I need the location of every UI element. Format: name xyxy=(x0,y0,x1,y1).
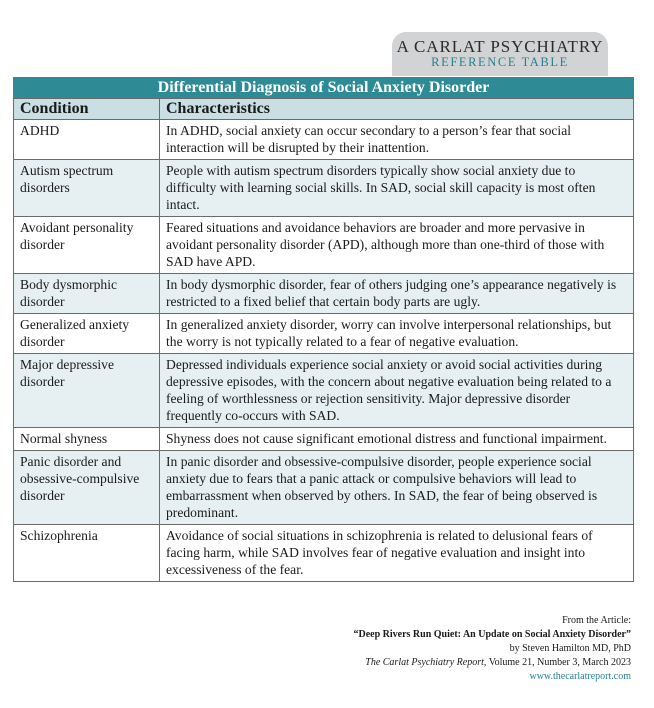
table-row xyxy=(14,217,634,274)
header-row xyxy=(14,99,634,120)
badge-subtitle: REFERENCE TABLE xyxy=(431,55,569,69)
table-row xyxy=(14,160,634,217)
credit-author: by Steven Hamilton MD, PhD xyxy=(509,643,631,654)
table-row xyxy=(14,274,634,314)
table-row xyxy=(14,314,634,354)
characteristics-cell: Shyness does not cause significant emotional distress and functional impairment. xyxy=(160,428,634,451)
table-row xyxy=(14,525,634,582)
column-header-characteristics: Characteristics xyxy=(160,99,634,120)
table-title: Differential Diagnosis of Social Anxiety Disorder xyxy=(13,77,634,98)
condition-cell: Panic disorder and obsessive-compulsive disorder xyxy=(14,451,160,525)
condition-cell: Body dysmorphic disorder xyxy=(14,274,160,314)
characteristics-cell: Feared situations and avoidance behaviors are broader and more pervasive in avoidant personality disorder (APD), although more than one-third of those with SAD have APD. xyxy=(160,217,634,274)
credit-article-title: “Deep Rivers Run Quiet: An Update on Social Anxiety Disorder” xyxy=(353,629,631,640)
condition-cell: Schizophrenia xyxy=(14,525,160,582)
characteristics-cell: In body dysmorphic disorder, fear of others judging one’s appearance negatively is restricted to a fixed belief that certain body parts are ugly. xyxy=(160,274,634,314)
table-row xyxy=(14,428,634,451)
credit-from-label: From the Article: xyxy=(562,615,631,626)
characteristics-cell: In panic disorder and obsessive-compulsive disorder, people experience social anxiety due to fears that a panic attack or compulsive behaviors will lead to embarrassment when observed by others. In SAD, the fear of being observed is predominant. xyxy=(160,451,634,525)
badge-publisher: A CARLAT PSYCHIATRY xyxy=(396,37,604,56)
condition-cell: Normal shyness xyxy=(14,428,160,451)
table-row xyxy=(14,120,634,160)
condition-cell: Major depressive disorder xyxy=(14,354,160,428)
characteristics-cell: In ADHD, social anxiety can occur secondary to a person’s fear that social interaction will be disrupted by their inattention. xyxy=(160,120,634,160)
column-header-condition: Condition xyxy=(14,99,160,120)
article-credit xyxy=(354,614,632,684)
characteristics-cell: Avoidance of social situations in schizophrenia is related to delusional fears of facing harm, while SAD involves fear of negative evaluation and insight into excessiveness of the fear. xyxy=(160,525,634,582)
condition-cell: Avoidant personality disorder xyxy=(14,217,160,274)
characteristics-cell: Depressed individuals experience social anxiety or avoid social activities during depressive episodes, with the concern about negative evaluation being related to a feeling of worthlessness or rejection sensitivity. Major depressive disorder frequently co-occurs with SAD. xyxy=(160,354,634,428)
credit-journal-name: The Carlat Psychiatry Report xyxy=(365,657,484,668)
credit-website-link[interactable]: www.thecarlatreport.com xyxy=(529,671,631,682)
credit-issue: , Volume 21, Number 3, March 2023 xyxy=(483,657,631,668)
characteristics-cell: In generalized anxiety disorder, worry can involve interpersonal relationships, but the worry is not typically related to a fear of negative evaluation. xyxy=(160,314,634,354)
credit-journal-line xyxy=(354,656,632,670)
condition-cell: ADHD xyxy=(14,120,160,160)
table-row xyxy=(14,354,634,428)
differential-table xyxy=(13,98,634,582)
condition-cell: Generalized anxiety disorder xyxy=(14,314,160,354)
diagnosis-table xyxy=(13,77,634,582)
characteristics-cell: People with autism spectrum disorders typically show social anxiety due to difficulty with learning social skills. In SAD, social skill capacity is most often intact. xyxy=(160,160,634,217)
reference-table-badge xyxy=(392,32,608,76)
table-row xyxy=(14,451,634,525)
condition-cell: Autism spectrum disorders xyxy=(14,160,160,217)
